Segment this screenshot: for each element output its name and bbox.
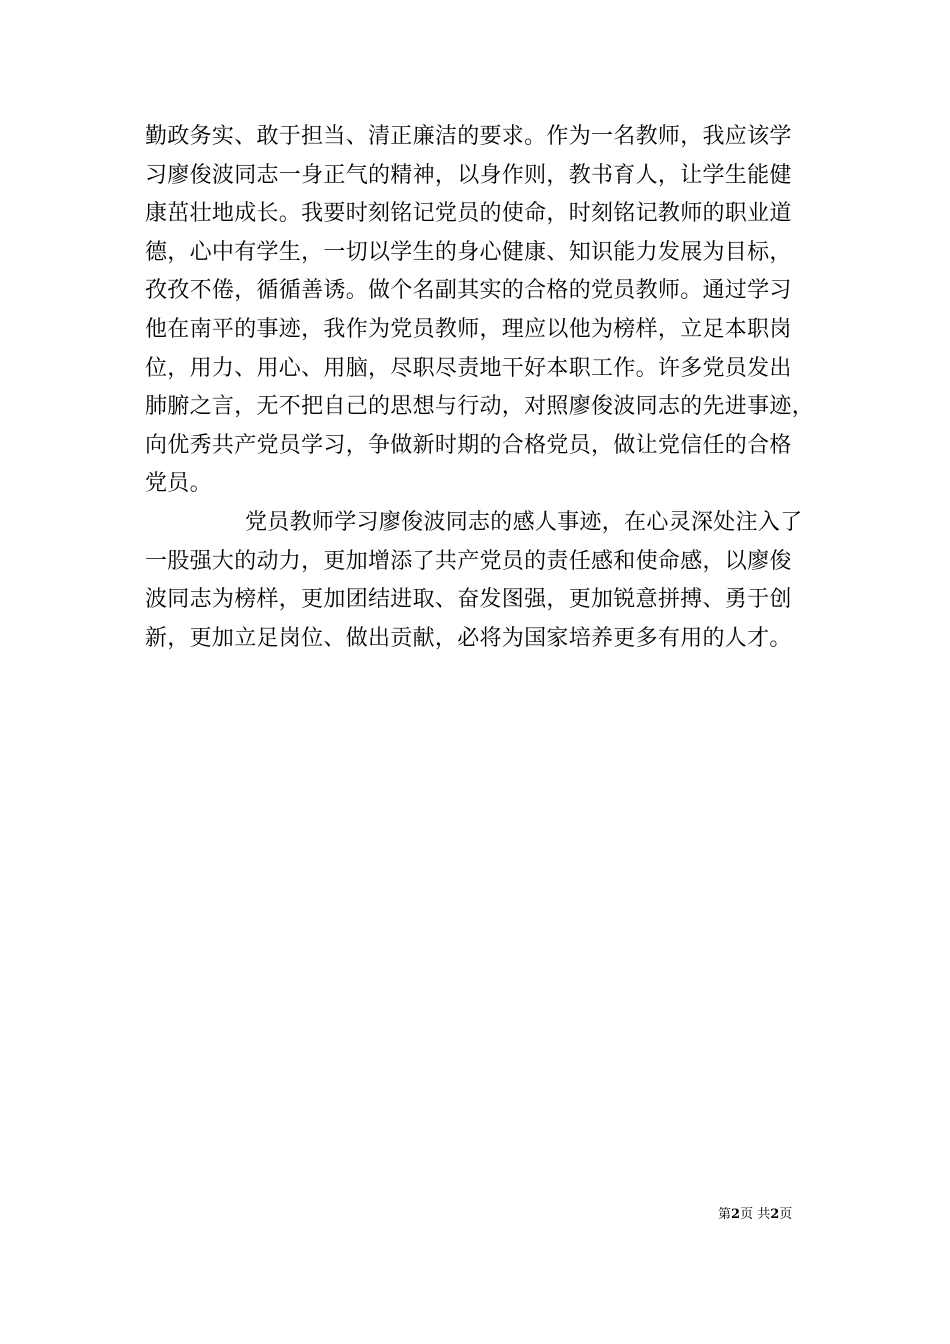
document-body	[145, 118, 825, 658]
page-number-footer	[718, 1205, 828, 1225]
paragraph-line: 勤政务实、敢于担当、清正廉洁的要求。作为一名教师，我应该学	[145, 124, 792, 149]
paragraph-line: 肺腑之言，无不把自己的思想与行动，对照廖俊波同志的先进事迹，	[145, 394, 815, 420]
paragraph-2	[145, 504, 825, 658]
paragraph-1	[145, 118, 825, 504]
paragraph-line: 习廖俊波同志一身正气的精神，以身作则，教书育人，让学生能健	[145, 162, 792, 188]
paragraph-line: 党员。	[145, 471, 212, 497]
footer-suffix: 页	[779, 1207, 793, 1222]
paragraph-line: 波同志为榜样，更加团结进取、奋发图强，更加锐意拼搏、勇于创	[145, 587, 792, 613]
paragraph-line: 新，更加立足岗位、做出贡献，必将为国家培养更多有用的人才。	[145, 625, 792, 651]
paragraph-line: 向优秀共产党员学习，争做新时期的合格党员，做让党信任的合格	[145, 432, 792, 458]
paragraph-line: 一股强大的动力，更加增添了共产党员的责任感和使命感，以廖俊	[145, 548, 792, 574]
total-page-number: 2	[770, 1207, 780, 1222]
paragraph-line: 党员教师学习廖俊波同志的感人事迹，在心灵深处注入了	[245, 509, 803, 535]
paragraph-line: 孜孜不倦，循循善诱。做个名副其实的合格的党员教师。通过学习	[145, 278, 792, 304]
footer-prefix: 第	[718, 1207, 732, 1222]
paragraph-line: 位，用力、用心、用脑，尽职尽责地干好本职工作。许多党员发出	[145, 355, 792, 381]
current-page-number: 2	[731, 1207, 741, 1222]
paragraph-line: 他在南平的事迹，我作为党员教师，理应以他为榜样，立足本职岗	[145, 316, 792, 342]
paragraph-line: 康茁壮地成长。我要时刻铭记党员的使命，时刻铭记教师的职业道	[145, 201, 792, 227]
footer-middle: 页 共	[740, 1207, 771, 1222]
paragraph-line: 德，心中有学生，一切以学生的身心健康、知识能力发展为目标，	[145, 239, 792, 265]
